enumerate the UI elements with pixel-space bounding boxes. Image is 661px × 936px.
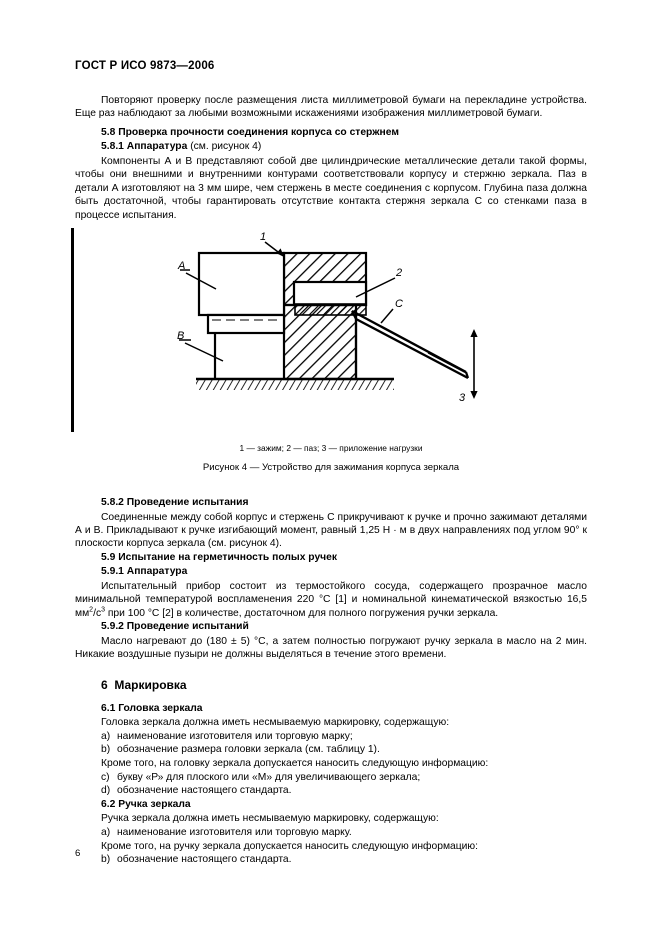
figure-label-C: C [395,298,403,311]
list-marker: b) [101,854,111,866]
figure-caption: Рисунок 4 — Устройство для зажимания корпуса зеркала [202,462,460,474]
intro-paragraph: Повторяют проверку после размещения листа миллиметровой бумаги на перекладине устройства. Еще раз наблюдают за любыми возможными искажениями изображения миллиметровой бумаги. [75,95,587,120]
paragraph-5-9-1-part1: Испытательный прибор состоит из термостойкого сосуда, содержащего прозрачное масло минимальной температурой воспламенения 220 °С [1] и номинальной кинематической вязкостью 16,5 мм [75,581,587,619]
heading-6-2-title: Ручка зеркала [118,798,191,810]
unit-exponent-2: 3 [101,606,105,614]
list-text: наименование изготовителя или торговую марку; [117,730,353,742]
heading-5-8-1-note: (см. рисунок 4) [190,141,262,153]
heading-6-1-number: 6.1 [101,702,116,714]
heading-5-8-2 [75,496,587,511]
heading-6-number: 6 [101,677,108,692]
list-text: обозначение настоящего стандарта. [117,785,292,797]
heading-5-9 [75,551,587,566]
list-marker: a) [101,827,111,838]
list-item [75,853,587,867]
figure-key: 1 — зажим; 2 — паз; 3 — приложение нагрузки [239,443,423,454]
heading-5-9-title: Испытание на герметичность полых ручек [118,551,338,563]
list-marker: b) [101,744,111,756]
figure-4-drawing [166,231,496,403]
figure-4 [75,231,587,443]
heading-5-9-2 [75,620,587,635]
change-bar-marker [71,228,74,432]
heading-6-2 [75,798,587,813]
lead-6-2: Ручка зеркала должна иметь несмываемую маркировку, содержащую: [101,813,439,825]
paragraph-5-9-1-part2: /с [93,607,102,619]
list-text: обозначение настоящего стандарта. [117,854,292,866]
heading-5-9-2-title: Проведение испытаний [126,621,249,633]
heading-5-8-number: 5.8 [101,126,116,138]
heading-6-title: Маркировка [114,677,187,692]
paragraph-5-9-1 [75,580,587,620]
lead2-6-1: Кроме того, на головку зеркала допускается наносить следующую информацию: [101,758,489,770]
list-marker: a) [101,730,111,742]
list-text: обозначение размера головки зеркала (см. таблицу 1). [117,744,380,756]
standard-header: ГОСТ Р ИСО 9873—2006 [75,60,215,72]
figure-label-A: A [178,260,186,273]
heading-5-8-1-number: 5.8.1 [101,141,124,153]
paragraph-5-9-1-part3: при 100 °С [2] в количестве, достаточном для полного погружения ручки зеркала. [105,607,499,619]
heading-5-9-2-number: 5.9.2 [101,621,124,633]
figure-label-2: 2 [396,267,403,280]
list-item [75,743,587,757]
heading-5-9-1-title: Аппаратура [126,566,188,578]
heading-6-1 [75,702,587,717]
heading-5-8-1-title: Аппаратура [126,141,188,153]
heading-5-8-title: Проверка прочности соединения корпуса со стержнем [118,126,399,138]
list-text: наименование изготовителя или торговую марку. [117,827,352,838]
lead-6-1: Головка зеркала должна иметь несмываемую маркировку, содержащую: [101,717,450,729]
list-item [75,730,587,744]
heading-6-2-number: 6.2 [101,798,116,810]
heading-5-9-number: 5.9 [101,551,116,563]
figure-label-B: B [177,330,185,343]
list-item [75,771,587,785]
page-number: 6 [75,848,81,859]
figure-label-1: 1 [260,231,267,244]
lead2-6-2: Кроме того, на ручку зеркала допускается наносить следующую информацию: [101,840,479,852]
heading-5-8-2-number: 5.8.2 [101,497,124,509]
heading-5-8-2-title: Проведение испытания [126,497,249,509]
list-marker: d) [101,785,111,797]
paragraph-5-9-2: Масло нагревают до (180 ± 5) °С, а затем полностью погружают ручку зеркала в масло на 2 мин. Никакие воздушные пузыри не должны выделяться в течение этого времени. [75,635,587,661]
heading-5-9-1 [75,565,587,580]
list-item [75,826,587,840]
paragraph-5-8-2: Соединенные между собой корпус и стержень С прикручивают к ручке и прочно зажимают деталями А и В. Прикладывают к ручке изгибающий момент, равный 1,25 Н · м в двух направлениях под углом 90° к плоскости корпуса зеркала (см. рисунок 4). [75,511,587,550]
unit-exponent-1: 2 [89,606,94,614]
heading-6-1-title: Головка зеркала [118,702,203,714]
heading-5-9-1-number: 5.9.1 [101,566,124,578]
list-item [75,784,587,798]
page-content [75,60,587,867]
list-text: букву «Р» для плоского или «М» для увеличивающего зеркала; [117,771,421,783]
heading-5-8-1 [75,140,587,155]
paragraph-5-8-1: Компоненты А и В представляют собой две цилиндрические металлические детали такой формы, чтобы они внешними и внутренними контурами соответствовали корпусу и стержню зеркала. Паз в детали А изготовляют на 3 мм шире, чем стержень в месте соединения с корпусом. Глубина паза должна быть достаточной, чтобы гарантировать отсутствие контакта стержня зеркала С со стенками паза в процессе испытания. [75,156,587,221]
heading-5-8 [75,126,587,141]
figure-label-3: 3 [459,392,466,404]
list-marker: c) [101,771,110,783]
heading-6 [75,677,587,693]
